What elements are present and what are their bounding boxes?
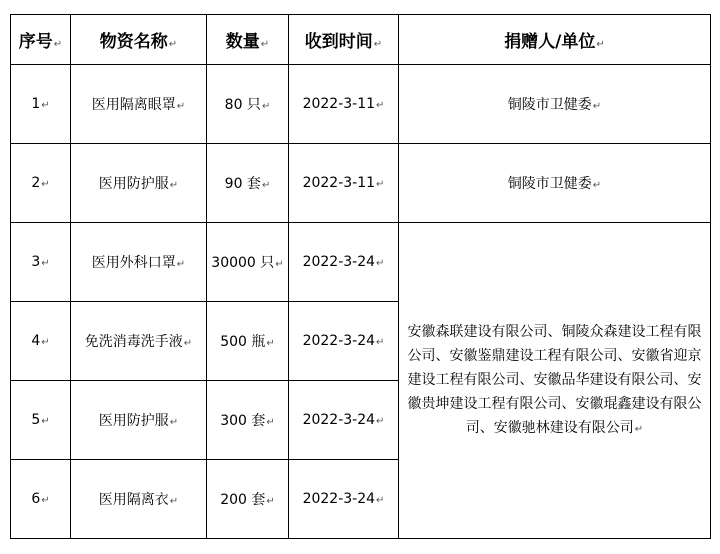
cell-no: 6↵	[11, 460, 71, 539]
table-row	[11, 65, 711, 144]
header-no: 序号↵	[11, 15, 71, 65]
cell-qty: 500 瓶↵	[207, 302, 289, 381]
cell-item: 免洗消毒洗手液↵	[71, 302, 207, 381]
cell-no: 3↵	[11, 223, 71, 302]
cell-item: 医用防护服↵	[71, 144, 207, 223]
cell-date: 2022-3-11↵	[289, 65, 399, 144]
table-row	[11, 223, 711, 302]
donation-table	[10, 14, 711, 539]
cell-date: 2022-3-24↵	[289, 223, 399, 302]
cell-item: 医用隔离衣↵	[71, 460, 207, 539]
cell-no: 2↵	[11, 144, 71, 223]
cell-no: 1↵	[11, 65, 71, 144]
cell-date: 2022-3-24↵	[289, 302, 399, 381]
cell-donor: 铜陵市卫健委↵	[399, 144, 711, 223]
cell-qty: 80 只↵	[207, 65, 289, 144]
cell-item: 医用外科口罩↵	[71, 223, 207, 302]
header-row	[11, 15, 711, 65]
cell-date: 2022-3-24↵	[289, 460, 399, 539]
header-item: 物资名称↵	[71, 15, 207, 65]
cell-date: 2022-3-24↵	[289, 381, 399, 460]
header-date: 收到时间↵	[289, 15, 399, 65]
header-donor: 捐赠人/单位↵	[399, 15, 711, 65]
cell-qty: 90 套↵	[207, 144, 289, 223]
cell-donor-merged: 安徽森联建设有限公司、铜陵众森建设工程有限公司、安徽鉴鼎建设工程有限公司、安徽省迎京建设工程有限公司、安徽品华建设有限公司、安徽贵坤建设工程有限公司、安徽琨鑫建设有限公司、安徽驰林建设有限公司↵	[399, 223, 711, 539]
cell-qty: 30000 只↵	[207, 223, 289, 302]
cell-donor: 铜陵市卫健委↵	[399, 65, 711, 144]
cell-qty: 200 套↵	[207, 460, 289, 539]
cell-item: 医用隔离眼罩↵	[71, 65, 207, 144]
cell-date: 2022-3-11↵	[289, 144, 399, 223]
cell-item: 医用防护服↵	[71, 381, 207, 460]
header-qty: 数量↵	[207, 15, 289, 65]
cell-no: 4↵	[11, 302, 71, 381]
cell-no: 5↵	[11, 381, 71, 460]
table-row	[11, 144, 711, 223]
cell-qty: 300 套↵	[207, 381, 289, 460]
